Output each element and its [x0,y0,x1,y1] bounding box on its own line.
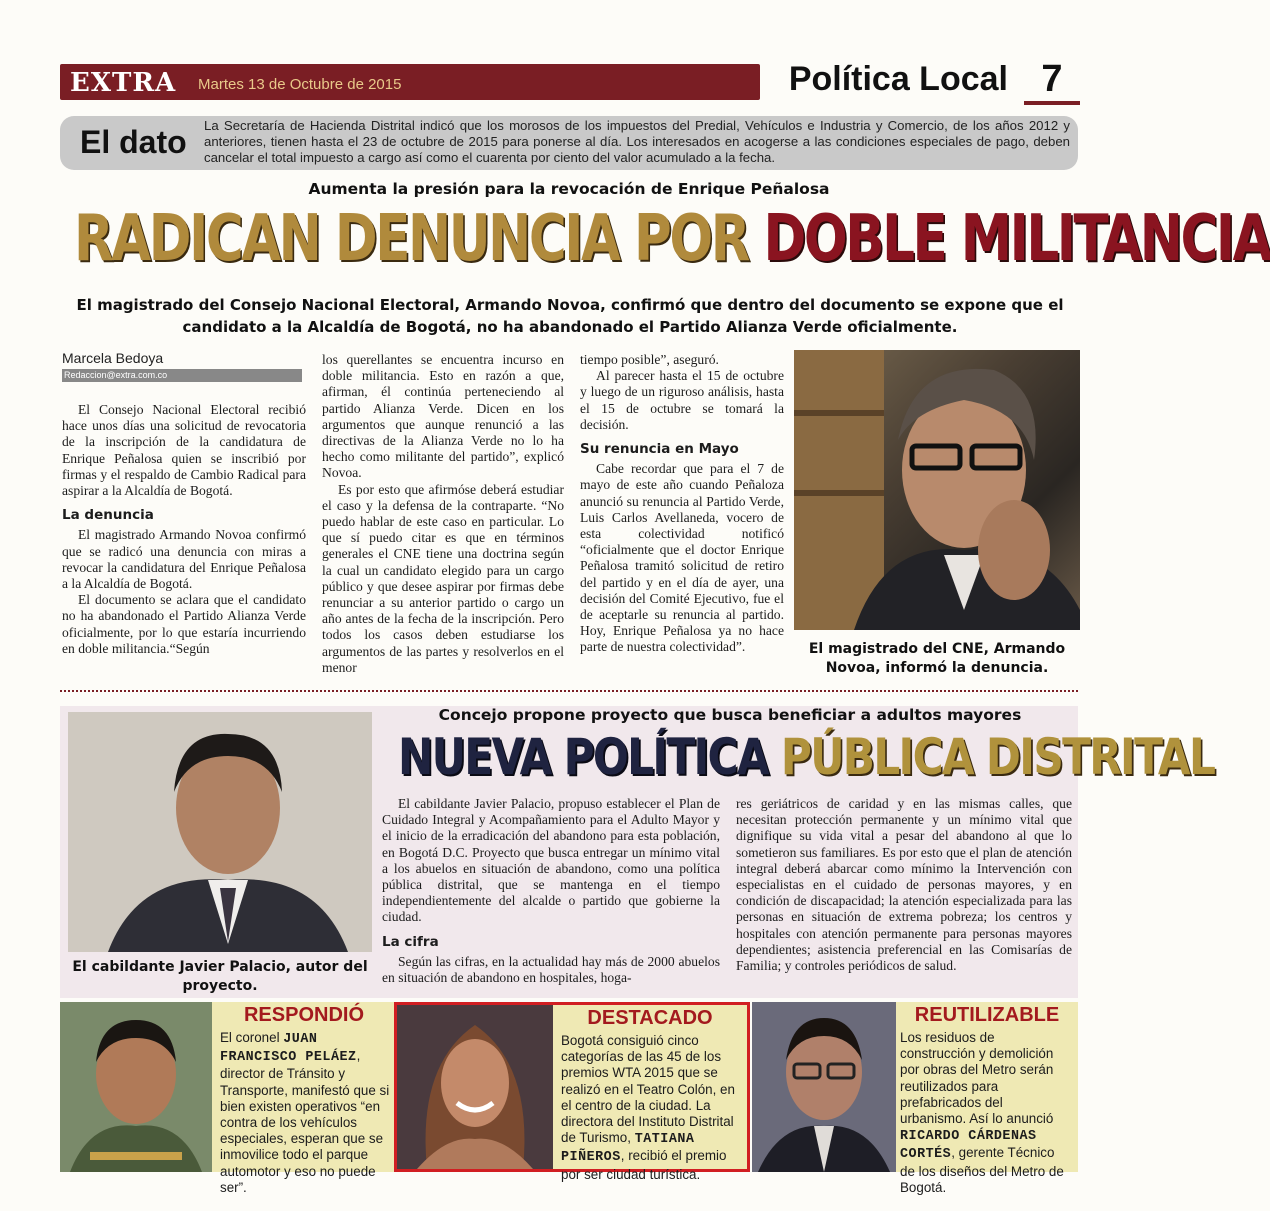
issue-date: Martes 13 de Octubre de 2015 [198,76,402,93]
fact-box [60,116,1078,170]
article1-column-3 [580,352,784,656]
portrait-illustration [68,712,372,952]
box-text [220,1030,392,1196]
article2-column-1 [382,796,720,986]
box-text-part: , recibió el premio por ser ciudad turística. [561,1148,727,1182]
paragraph: Es por esto que afirmóse deberá estudiar el caso y la defensa de la contraparte. “No puedo hablar de este caso en particular. Lo que sí puedo citar es que en términos generales el CNE tiene una doctrina según la cual un candidato elegido para un cargo público y que desee aspirar por firmas debe renunciar a su anterior partido o cargo un año antes de la fecha de la inscripción. Pero todos los casos deben estudiarse los argumentos de las partes y resolverlos en el menor [322,481,564,675]
box-text-part: , gerente Técnico de los diseños del Metro de Bogotá. [900,1145,1064,1195]
fact-box-text: La Secretaría de Hacienda Distrital indicó que los morosos de los impuestos del Predial, Vehículos e Industria y Comercio, de los años 2012 y anteriores, tienen hasta el 23 de octubre de 2015 para ponerse al día. Los interesados en acogerse a las condiciones especiales de pago, deben cancelar el total impuesto a cargo así como el cuarenta por ciento del valor acumulado a la fecha. [204,118,1070,165]
subhead: La denuncia [62,507,154,524]
paragraph: Según las cifras, en la actualidad hay más de 2000 abuelos en situación de abandono en hospitales, hoga- [382,953,720,986]
box-title: REUTILIZABLE [914,1004,1060,1026]
article1-headline-part1: RADICAN DENUNCIA POR [74,202,748,276]
box-text-part: Bogotá consiguió cinco categorías de las 45 de los premios WTA 2015 que se realizó en el Teatro Colón, en el centro de la ciudad. La directora del Instituto Distrital de Turismo, [561,1033,735,1146]
paragraph: El magistrado Armando Novoa confirmó que se radicó una denuncia con miras a revocar la candidatura del Enrique Peñalosa a la Alcaldía de Bogotá. [62,527,306,592]
box-text [900,1030,1072,1196]
portrait-illustration [794,350,1080,630]
article1-kicker: Aumenta la presión para la revocación de Enrique Peñalosa [308,180,830,198]
page-number: 7 [1024,58,1080,105]
paragraph: los querellantes se encuentra incurso en doble militancia. Esto en razón a que, afirman, él continúa perteneciendo al partido Alianza Verde. Dicen en los argumentos que aunque renunció a las directivas de la Alianza Verde no lo ha hecho como militante del partido”, explicó Novoa. [322,352,564,481]
person-name: JUAN FRANCISCO PELÁEZ [220,1032,357,1066]
brand-bar [60,64,760,100]
article2-headline-part1: NUEVA POLÍTICA [398,728,768,786]
author-name: Marcela Bedoya [62,350,164,366]
person-name: RICARDO CÁRDENAS CORTÉS [900,1129,1037,1163]
manager-photo [752,1002,896,1172]
article1-headline-part2: DOBLE MILITANCIA [763,202,1270,276]
box-title: RESPONDIÓ [243,1004,365,1026]
article2-headline-part2: PÚBLICA DISTRITAL [780,728,1215,786]
councilman-photo-caption: El cabildante Javier Palacio, autor del proyecto. [72,959,368,994]
box-text-part: Los residuos de construcción y demolición por obras del Metro serán reutilizados para prefabricados del urbanismo. Así lo anunció [900,1030,1054,1127]
page-header [60,60,1080,102]
newspaper-logo: EXTRA [70,68,177,98]
subhead: Su renuncia en Mayo [580,441,739,458]
paragraph: El documento se aclara que el candidato no ha abandonado el Partido Alianza Verde oficialmente, por lo que estaría incurriendo en doble militancia.“Según [62,592,306,656]
paragraph: tiempo posible”, aseguró. [580,352,719,367]
article2-column-2 [736,796,1072,974]
article1-headline [74,196,1270,282]
box-title: DESTACADO [587,1007,713,1029]
paragraph: Al parecer hasta el 15 de octubre y luego de un riguroso análisis, hasta el 15 de octubre se tomará la decisión. [580,368,784,432]
box-respondio [60,1002,396,1195]
paragraph: El Consejo Nacional Electoral recibió hace unos días una solicitud de revocatoria de la inscripción de la candidatura de Enrique Peñalosa quien se inscribió por firmas y el respaldo de Cambio Radical para aspirar a la Alcaldía de Bogotá. [62,402,306,499]
article1-column-1 [62,402,306,657]
box-reutilizable [752,1002,1078,1195]
councilman-photo [68,712,372,952]
section-title: Política Local [781,60,1016,99]
paragraph: Cabe recordar que para el 7 de mayo de este año cuando Peñaloza anunció su renuncia al Partido Verde, Luis Carlos Avellaneda, vocero de esta colectividad notificó “oficialmente que el doctor Enrique Peñalosa tramitó solicitud de retiro del partido y en el día de ayer, una decisión del Comité Ejecutivo, fue el de aceptarle su renuncia al partido. Hoy, Enrique Peñalosa ya no hace parte de nuestra colectividad”. [580,461,784,655]
article1-column-2 [322,352,564,676]
colonel-photo [60,1002,212,1172]
author-email: Redaccion@extra.com.co [62,369,302,382]
person-name: TATIANA PIÑEROS [561,1132,695,1166]
magistrate-photo [794,350,1080,630]
box-text [561,1033,743,1183]
director-photo [397,1005,553,1169]
paragraph: El cabildante Javier Palacio, propuso establecer el Plan de Cuidado Integral y Acompañamiento para el Adulto Mayor y el inicio de la erradicación del abandono para esta población, en Bogotá D.C. Proyecto que busca entregar un mínimo vital a los abuelos en situación de abandono, como una política pública distrital, que se mantenga en el tiempo independientemente del alcalde o partido que gobierne la ciudad. [382,796,720,925]
article1-deck: El magistrado del Consejo Nacional Electoral, Armando Novoa, confirmó que dentro del documento se expone que el candidato a la Alcaldía de Bogotá, no ha abandonado el Partido Alianza Verde oficialmente. [76,296,1064,336]
box-text-part: , director de Tránsito y Transporte, manifestó que si bien existen operativos “en contra de los vehículos especiales, esperan que se inmovilice todo el parque automotor y eso no puede ser”. [220,1048,390,1195]
section-divider [60,690,1078,692]
box-text-part: El coronel [220,1030,284,1045]
article2-kicker: Concejo propone proyecto que busca beneficiar a adultos mayores [438,706,1022,724]
box-destacado [394,1002,750,1182]
paragraph: res geriátricos de caridad y en las mismas calles, que necesitan protección permanente y un mínimo vital que dignifique su vida vital a pesar del abandono al que lo sometieron sus familiares. Es por esto que el plan de atención integral deberá abarcar como mínimo la Intervención con especialistas en el cuidado de personas mayores, y en condición de discapacidad; la atención especializada para las personas en situación de extrema pobreza; los centros y hospitales con atención permanente para personas mayores dependientes; asistencia preferencial en las Comisarías de Familia; y controles periódicos de salud. [736,796,1072,974]
article2-headline [398,724,1215,790]
subhead: La cifra [382,933,439,950]
magistrate-photo-caption: El magistrado del CNE, Armando Novoa, informó la denuncia. [808,641,1066,676]
fact-box-label: El dato [80,124,187,160]
